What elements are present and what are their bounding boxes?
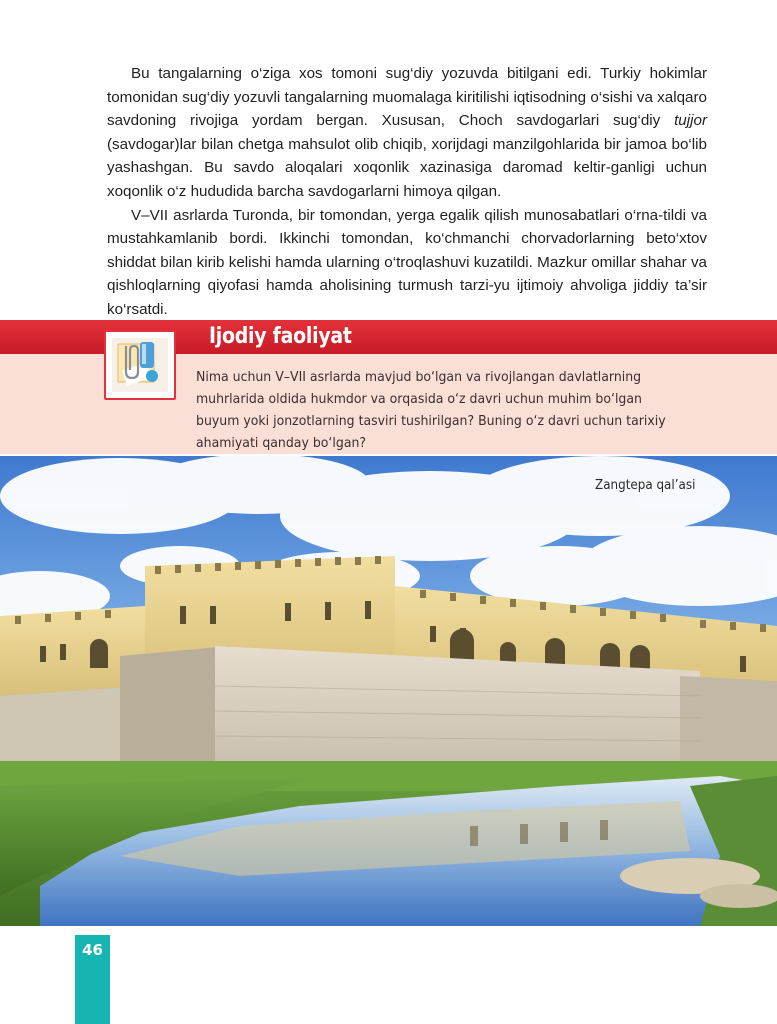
creative-activity-icon [104, 330, 176, 400]
photo-caption: Zangtepa qal’asi [595, 478, 696, 493]
activity-title: Ijodiy faoliyat [209, 324, 352, 349]
creative-activity-box [0, 320, 777, 454]
term-tujjor: tujjor [674, 112, 707, 130]
page-number: 46 [82, 941, 103, 959]
body-text [107, 62, 707, 322]
activity-question: Nima uchun V–VII asrlarda mavjud bo‘lgan va rivojlangan davlatlarning muhrlarida oldida hukmdor va orqasida o‘z davri uchun muhim bo‘lgan buyum yoki jonzotlarning tasviri tushirilgan? Buning o‘z davri uchun tarixiy ahamiyati qanday bo‘lgan? [196, 369, 666, 451]
page-number-tab [75, 935, 110, 1024]
paragraph-1 [107, 62, 707, 204]
paragraph-2: V–VII asrlarda Turonda, bir tomondan, yerga egalik qilish munosabatlari o‘rna-tildi va mustahkamlanib bordi. Ikkinchi tomondan, ko‘chmanchi chorvadorlarning beto‘xtov shiddat bilan kirib kelishi hamda ularning o‘troqlashuvi kuzatildi. Mazkur omillar shahar va qishloqlarning qiyofasi hamda aholisining turmush tarzi-yu ijtimoiy ahvoliga jiddiy ta’sir ko‘rsatdi. [107, 206, 707, 318]
zangtepa-fortress-photo [0, 456, 777, 926]
paragraph-1-part-b: (savdogar)lar bilan chetga mahsulot olib chiqib, xorijdagi manzilgohlarida bir jamoa bo‘lib yashashgan. Bu savdo aloqalari xoqonlik xazinasiga daromad keltir-ganligi uchun xoqonlik o‘z hududida barcha savdogarlarni himoya qilgan. [107, 135, 707, 200]
paragraph-1-part-a: Bu tangalarning o‘ziga xos tomoni sug‘diy yozuvda bitilgani edi. Turkiy hokimlar tomonidan sug‘diy yozuvli tangalarning muomalaga kiritilishi iqtisodning o‘sishi va xalqaro savdoning rivojiga yordam bergan. Xususan, Choch savdogarlari sug‘diy [107, 65, 707, 130]
